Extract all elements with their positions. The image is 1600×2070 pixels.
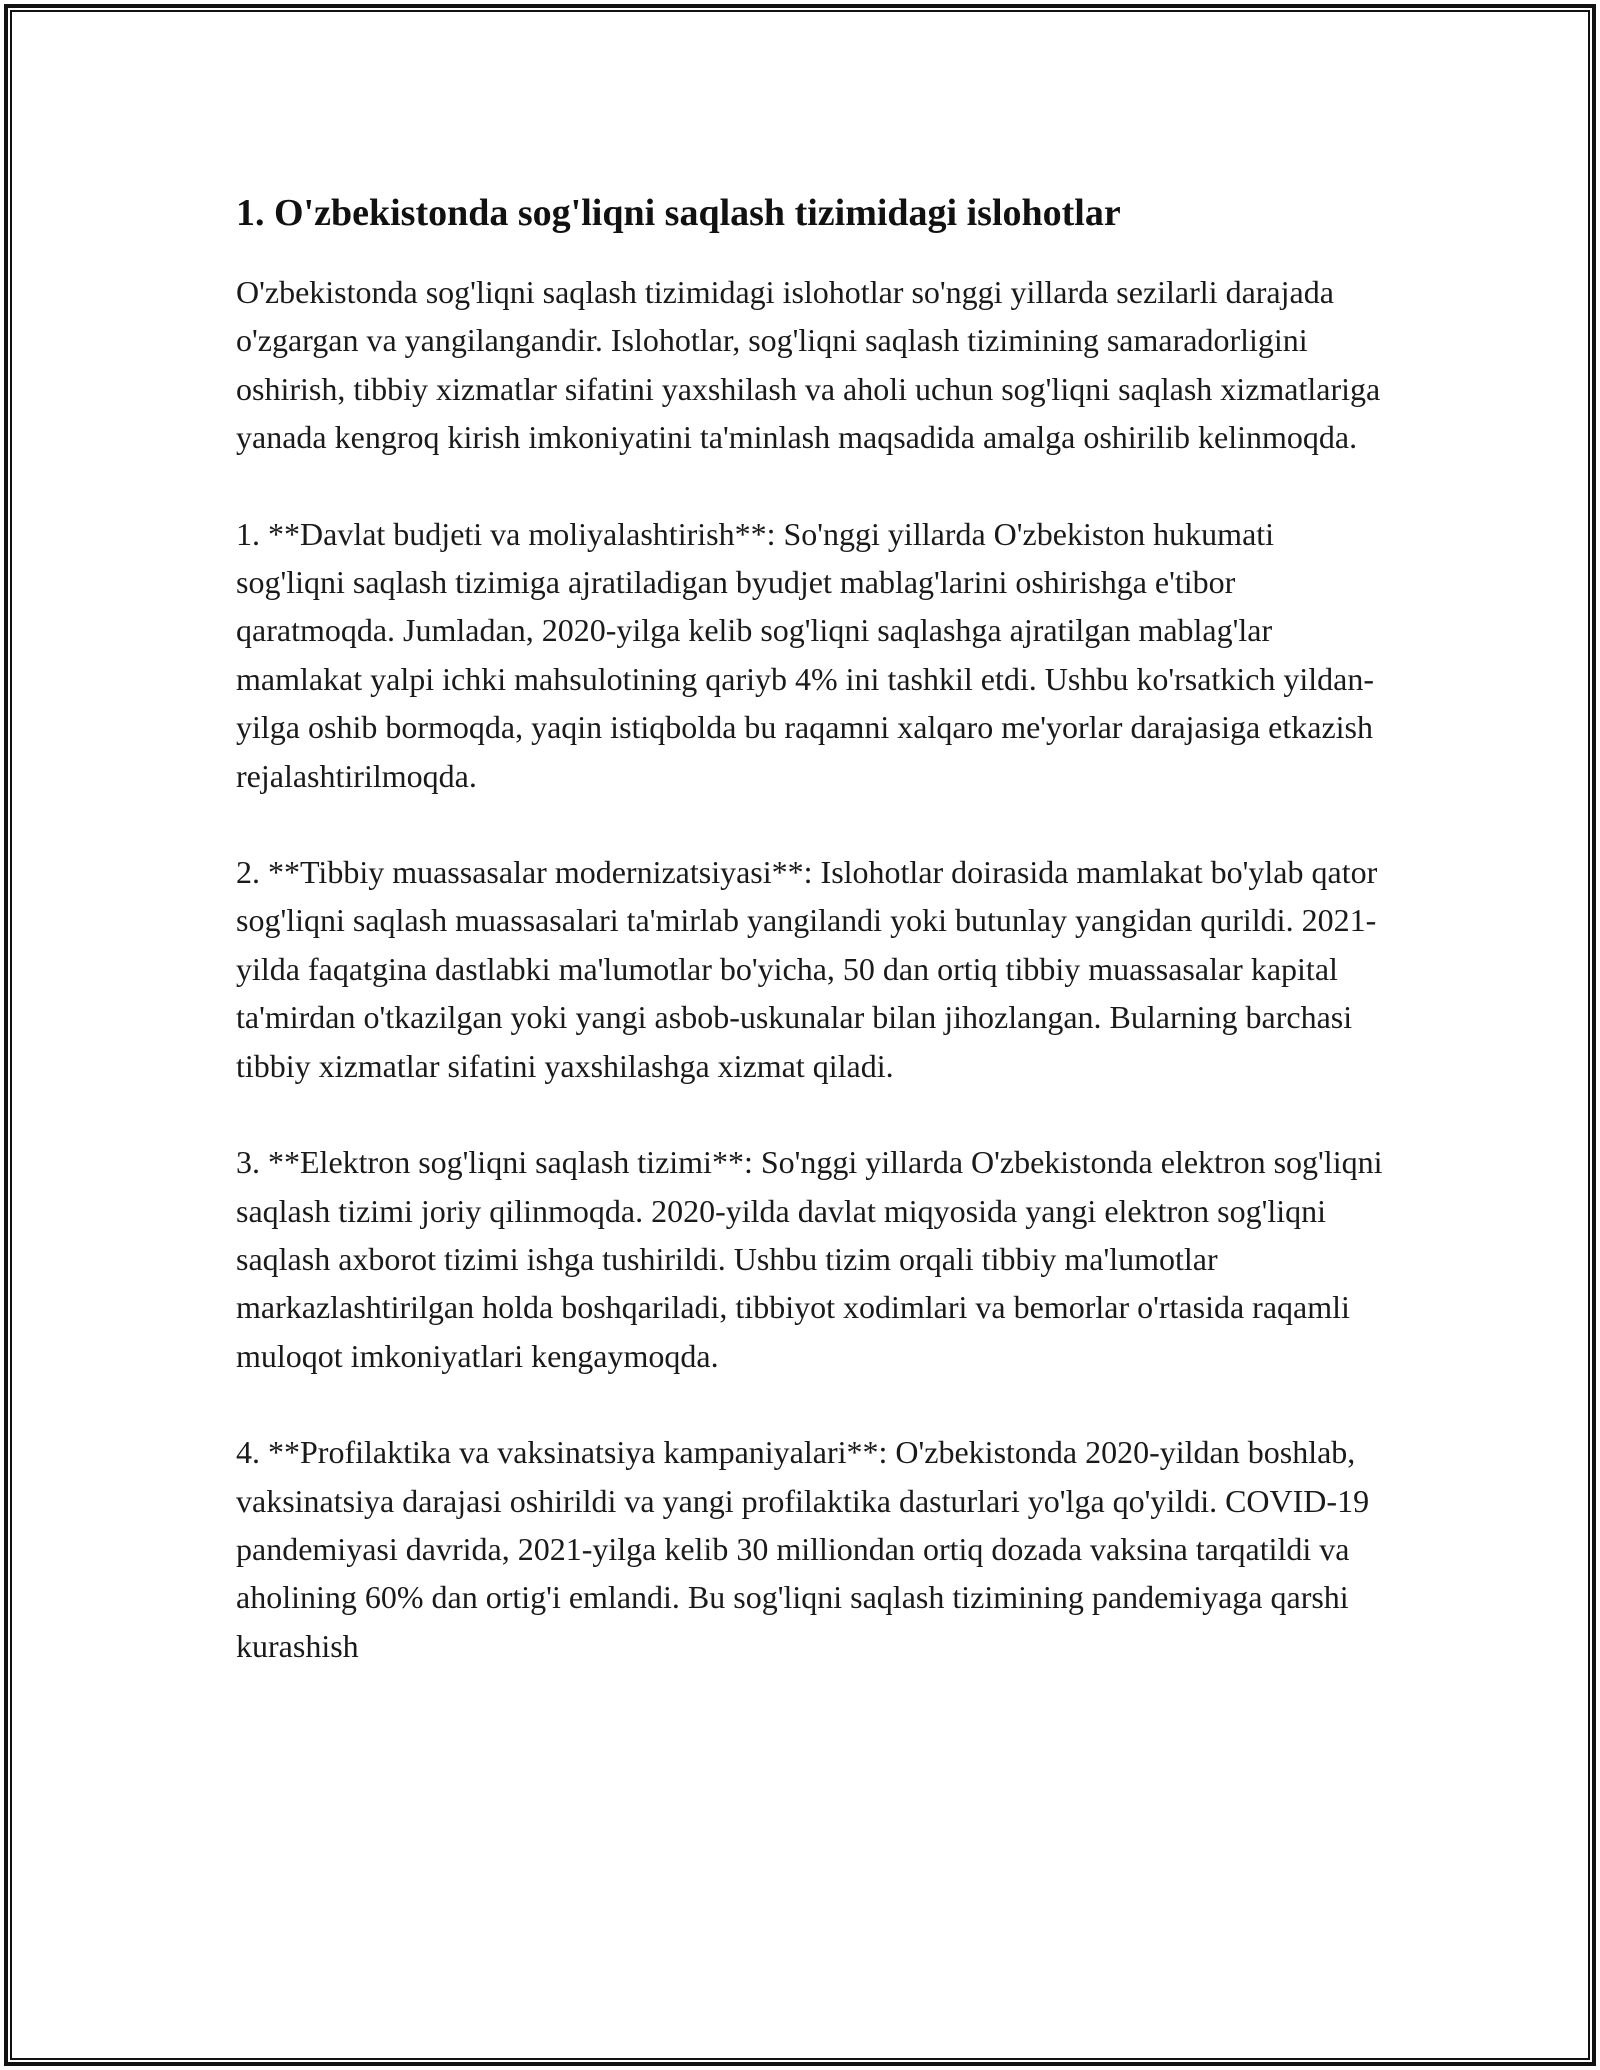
paragraph-electronic-health-system: 3. **Elektron sog'liqni saqlash tizimi**: So'nggi yillarda O'zbekistonda elektron sog'liqni saqlash tizimi joriy qilinmoqda. 2020-yilda davlat miqyosida yangi elektron sog'liqni saqlash axborot tizimi ishga tushirildi. Ushbu tizim orqali tibbiy ma'lumotlar markazlashtirilgan holda boshqariladi, tibbiyot xodimlari va bemorlar o'rtasida raqamli muloqot imkoniyatlari kengaymoqda. [236, 1144, 1383, 1374]
document-body [236, 186, 1384, 1718]
paragraph-budget-financing: 1. **Davlat budjeti va moliyalashtirish**: So'nggi yillarda O'zbekiston hukumati sog'liqni saqlash tizimiga ajratiladigan byudjet mablag'larini oshirishga e'tibor qaratmoqda. Jumladan, 2020-yilga kelib sog'liqni saqlashga ajratilgan mablag'lar mamlakat yalpi ichki mahsulotining qariyb 4% ini tashkil etdi. Ushbu ko'rsatkich yildan-yilga oshib bormoqda, yaqin istiqbolda bu raqamni xalqaro me'yorlar darajasiga etkazish rejalashtirilmoqda. [236, 515, 1375, 794]
document-title: 1. O'zbekistonda sog'liqni saqlash tizimidagi islohotlar [236, 192, 1121, 234]
intro-paragraph: O'zbekistonda sog'liqni saqlash tizimidagi islohotlar so'nggi yillarda sezilarli darajada o'zgargan va yangilangandir. Islohotlar, sog'liqni saqlash tizimining samaradorligini oshirish, tibbiy xizmatlar sifatini yaxshilash va aholi uchun sog'liqni saqlash xizmatlariga yanada kengroq kirish imkoniyatini ta'minlash maqsadida amalga oshirilib kelinmoqda. [236, 274, 1381, 456]
paragraph-facility-modernization: 2. **Tibbiy muassasalar modernizatsiyasi**: Islohotlar doirasida mamlakat bo'ylab qator sog'liqni saqlash muassasalari ta'mirlab yangilandi yoki butunlay yangidan qurildi. 2021-yilda faqatgina dastlabki ma'lumotlar bo'yicha, 50 dan ortiq tibbiy muassasalar kapital ta'mirdan o'tkazilgan yoki yangi asbob-uskunalar bilan jihozlangan. Bularning barchasi tibbiy xizmatlar sifatini yaxshilashga xizmat qiladi. [236, 854, 1378, 1084]
paragraph-prevention-vaccination: 4. **Profilaktika va vaksinatsiya kampaniyalari**: O'zbekistonda 2020-yildan boshlab, vaksinatsiya darajasi oshirildi va yangi profilaktika dasturlari yo'lga qo'yildi. COVID-19 pandemiyasi davrida, 2021-yilga kelib 30 milliondan ortiq dozada vaksina tarqatildi va aholining 60% dan ortig'i emlandi. Bu sog'liqni saqlash tizimining pandemiyaga qarshi kurashish [236, 1434, 1370, 1664]
